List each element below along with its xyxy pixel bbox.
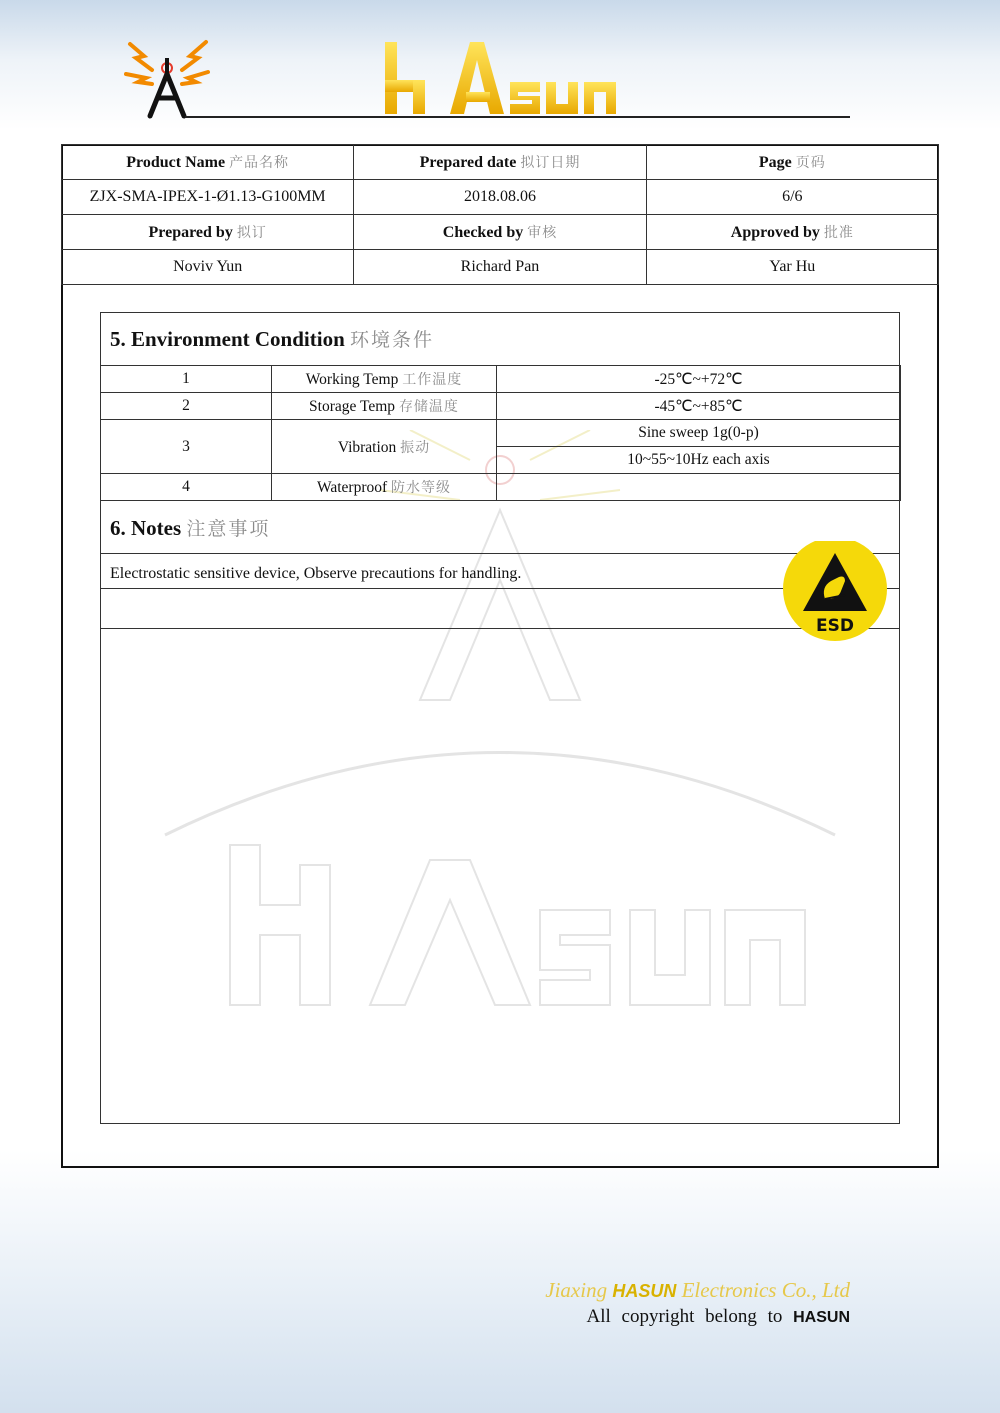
info-value-row-2	[62, 250, 939, 285]
product-name-value: ZJX-SMA-IPEX-1-Ø1.13-G100MM	[62, 180, 354, 215]
header-rule	[185, 116, 850, 118]
esd-warning-icon	[781, 541, 889, 641]
env-row-item: Vibration 振动	[272, 420, 497, 474]
page-header: Page 页码	[646, 145, 938, 180]
footer-company: Jiaxing HASUN Electronics Co., Ltd	[545, 1278, 850, 1302]
tower-logo-icon	[122, 38, 212, 120]
info-header-row-1	[62, 145, 939, 180]
footer-copyright: All copyright belong to HASUN	[586, 1306, 850, 1327]
notes-divider-top	[100, 553, 900, 554]
env-row	[101, 393, 901, 420]
env-row-number: 2	[101, 393, 272, 420]
env-row-value: -45℃~+85℃	[497, 393, 901, 420]
brand-logo	[380, 34, 620, 124]
info-value-row-1	[62, 180, 939, 215]
env-row-item: Working Temp 工作温度	[272, 366, 497, 393]
env-row-value: -25℃~+72℃	[497, 366, 901, 393]
env-row	[101, 474, 901, 501]
env-row	[101, 366, 901, 393]
checked-by-value: Richard Pan	[354, 250, 646, 285]
notes-text: Electrostatic sensitive device, Observe precautions for handling.	[110, 565, 522, 582]
approved-by-header: Approved by 批准	[646, 215, 938, 250]
product-name-header: Product Name 产品名称	[62, 145, 354, 180]
prepared-date-value: 2018.08.06	[354, 180, 646, 215]
env-row-number: 1	[101, 366, 272, 393]
checked-by-header: Checked by 审核	[354, 215, 646, 250]
env-row-item: Storage Temp 存储温度	[272, 393, 497, 420]
page-value: 6/6	[646, 180, 938, 215]
env-row-value-2: 10~55~10Hz each axis	[497, 447, 901, 474]
env-row-number: 3	[101, 420, 272, 474]
env-row-number: 4	[101, 474, 272, 501]
prepared-date-header: Prepared date 拟订日期	[354, 145, 646, 180]
env-row-value: Sine sweep 1g(0-p)	[497, 420, 901, 447]
notes-divider-mid	[100, 588, 900, 589]
environment-table	[100, 365, 901, 501]
esd-label: ESD	[816, 616, 854, 636]
env-row-value	[497, 474, 901, 501]
approved-by-value: Yar Hu	[646, 250, 938, 285]
section-5-title: 5. Environment Condition 环境条件	[110, 327, 435, 351]
env-row-item: Waterproof 防水等级	[272, 474, 497, 501]
prepared-by-value: Noviv Yun	[62, 250, 354, 285]
info-header-row-2	[62, 215, 939, 250]
env-row	[101, 420, 901, 447]
section-6-title: 6. Notes 注意事项	[110, 516, 271, 540]
notes-divider-bottom	[100, 628, 900, 629]
prepared-by-header: Prepared by 拟订	[62, 215, 354, 250]
document-info-table	[61, 144, 939, 285]
